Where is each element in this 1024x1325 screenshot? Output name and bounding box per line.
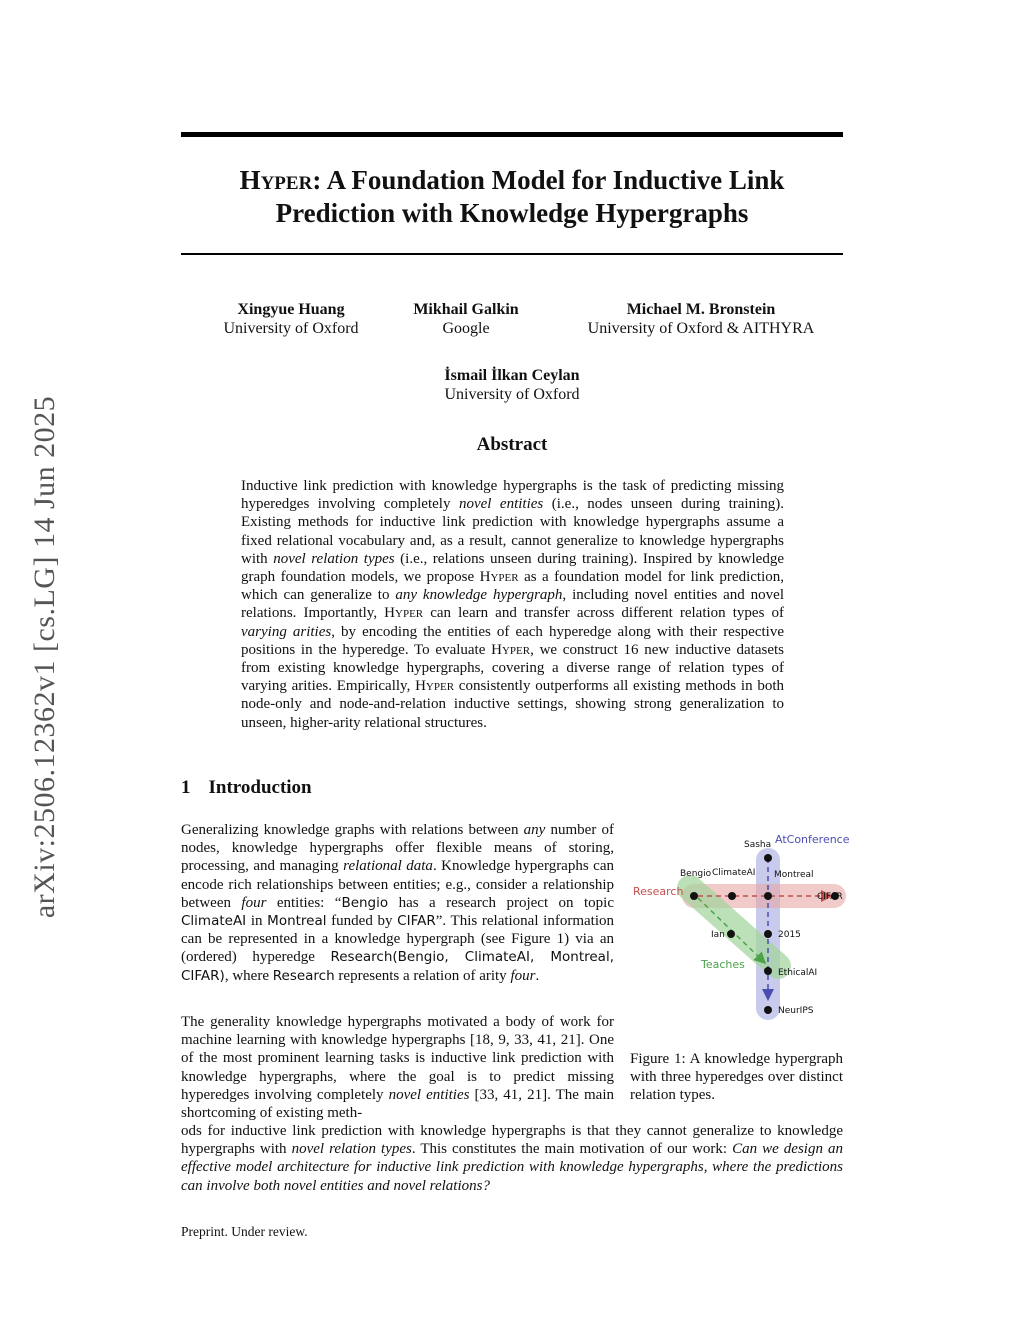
label-montreal: Montreal	[774, 870, 814, 880]
label-bengio: Bengio	[680, 869, 712, 879]
label-research: Research	[633, 885, 684, 898]
title-top-rule	[181, 132, 843, 137]
title-line1: : A Foundation Model for Inductive Link	[312, 165, 785, 195]
label-ian: Ian	[711, 930, 725, 940]
label-climateai: ClimateAI	[712, 868, 756, 878]
author	[559, 300, 843, 338]
arxiv-stamp: arXiv:2506.12362v1 [cs.LG] 14 Jun 2025	[28, 395, 61, 919]
intro-paragraph-1: Generalizing knowledge graphs with relations between any number of nodes, knowledge hypergraphs offer flexible means of storing, processing, and managing relational data. Knowledge hypergraphs can encode rich relationships between entities; e.g., consider a relationship between four entities: “Bengio has a research project on topic ClimateAI in Montreal funded by CIFAR”. This relational information can be represented in a knowledge hypergraph (see Figure 1) via an (ordered) hyperedge Research(Bengio, ClimateAI, Montreal, CIFAR), where Research represents a relation of arity four.	[181, 822, 614, 984]
node-montreal	[764, 892, 772, 900]
node-bengio	[690, 892, 698, 900]
author	[201, 300, 381, 338]
author-name: İsmail İlkan Ceylan	[444, 367, 580, 384]
author	[412, 366, 612, 404]
author-affiliation: University of Oxford	[223, 320, 359, 337]
node-sasha	[764, 854, 772, 862]
title-model-name: Hyper	[239, 165, 313, 195]
abstract-text: Inductive link prediction with knowledge hypergraphs is the task of predicting missing hyperedges involving completely novel entities (i.e., nodes unseen during training). Existing methods for inductive link prediction with knowledge hypergraphs assume a fixed relational vocabulary and, as a result, cannot generalize to knowledge hypergraphs with novel relation types (i.e., relations unseen during training). Inspired by knowledge graph foundation models, we propose Hyper as a foundation model for link prediction, which can generalize to any knowledge hypergraph, including novel entities and novel relations. Importantly, Hyper can learn and transfer across different relation types of varying arities, by encoding the entities of each hyperedge along with their respective positions in the hyperedge. To evaluate Hyper, we construct 16 new inductive datasets from existing knowledge hypergraphs, covering a diverse range of relation types of varying arities. Empirically, Hyper consistently outperforms all existing methods in both node-only and node-and-relation inductive settings, showing strong generalization to unseen, higher-arity relational structures.	[241, 478, 785, 731]
paper-title	[181, 164, 843, 230]
footer-note: Preprint. Under review.	[181, 1224, 308, 1239]
hypergraph-figure	[630, 826, 850, 1026]
node-2015	[764, 930, 772, 938]
section-title: Introduction	[208, 777, 312, 798]
section-heading	[181, 777, 312, 799]
section-number: 1	[181, 777, 191, 798]
label-neurips: NeurIPS	[778, 1006, 814, 1016]
author-affiliation: University of Oxford	[444, 386, 580, 403]
label-2015: 2015	[778, 930, 801, 940]
author	[391, 300, 541, 338]
node-neurips	[764, 1006, 772, 1014]
node-ian	[727, 930, 735, 938]
node-ethicalai	[764, 967, 772, 975]
label-atconference: AtConference	[775, 833, 850, 846]
label-ethicalai: EthicalAI	[778, 968, 818, 978]
title-line2: Prediction with Knowledge Hypergraphs	[275, 198, 749, 228]
title-bottom-rule	[181, 253, 843, 255]
abstract-heading: Abstract	[476, 434, 548, 455]
node-climateai	[728, 892, 736, 900]
intro-paragraph-3: ods for inductive link prediction with knowledge hypergraphs is that they cannot generalize to knowledge hypergraphs with novel relation types. This constitutes the main motivation of our work: Can we design an effective model architecture for inductive link prediction with knowledge hypergraphs, where the predictions can involve both novel entities and novel relations?	[181, 1123, 843, 1194]
figure-caption: Figure 1: A knowledge hypergraph with three hyperedges over distinct relation types.	[630, 1051, 843, 1104]
label-sasha: Sasha	[744, 840, 772, 850]
intro-paragraph-2: The generality knowledge hypergraphs motivated a body of work for machine learning with knowledge hypergraphs [18, 9, 33, 41, 21]. One of the most prominent learning tasks is inductive link prediction with knowledge hypergraphs, where the goal is to predict missing hyperedges involving completely novel entities [33, 41, 21]. The main shortcoming of existing meth-	[181, 1014, 614, 1122]
author-name: Mikhail Galkin	[413, 301, 519, 318]
author-affiliation: Google	[442, 320, 490, 337]
label-cifar: CIFAR	[817, 892, 843, 902]
label-teaches: Teaches	[701, 958, 745, 971]
author-name: Xingyue Huang	[237, 301, 345, 318]
author-affiliation: University of Oxford & AITHYRA	[587, 320, 815, 337]
author-name: Michael M. Bronstein	[626, 301, 776, 318]
